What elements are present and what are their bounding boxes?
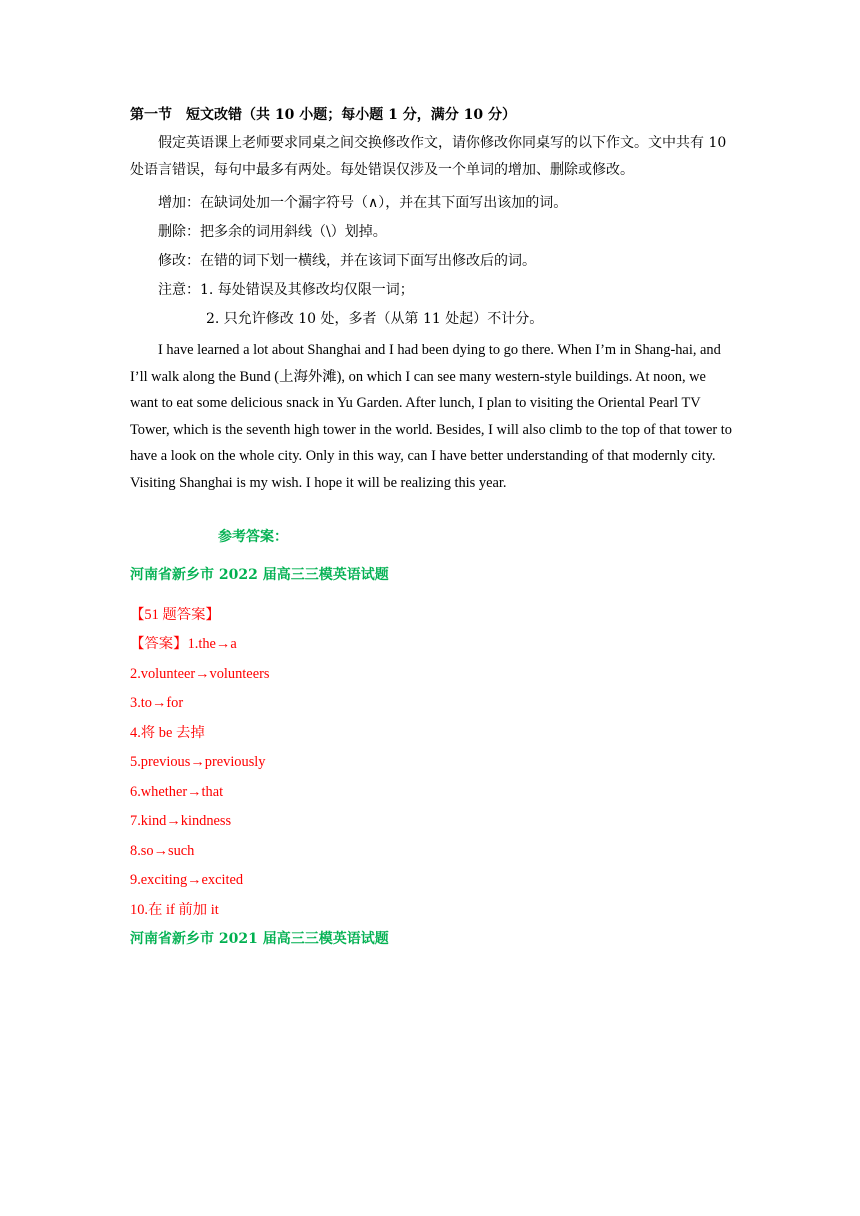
source-2022: 河南省新乡市 2022 届高三三模英语试题 bbox=[130, 567, 389, 583]
answer-label: 参考答案： bbox=[218, 529, 288, 545]
answer-item-7: 7.kind→kindness bbox=[130, 813, 232, 829]
delete-rule: 删除：把多余的词用斜线（\）划掉。 bbox=[158, 224, 387, 240]
essay-text: I have learned a lot about Shanghai and I had been dying to go there. When I’m in Shang-hai, and I’ll walk along the Bund (上海外滩), on which I can see many western-style buildings. At noon, we want to eat some delicious snack in Yu Garden. After lunch, I plan to visiting the Oriental Pearl TV Tower, which is the seventh high tower in the world. Besides, I will also climb to the top of that tower to have a look on the whole city. Only in this way, can I have better understanding of that modernly city. Visiting Shanghai is my wish. I hope it will be realizing this year. bbox=[130, 342, 732, 491]
answer-item-3: 3.to→for bbox=[130, 695, 184, 711]
answer-item-9: 9.exciting→excited bbox=[130, 872, 244, 888]
source-2021: 河南省新乡市 2021 届高三三模英语试题 bbox=[130, 931, 389, 947]
answer-item-2: 2.volunteer→volunteers bbox=[130, 666, 270, 682]
answer-header: 【51 题答案】 bbox=[130, 607, 220, 623]
answer-item-10: 10.在 if 前加 it bbox=[130, 902, 219, 918]
section-heading: 第一节 短文改错（共 10 小题；每小题 1 分，满分 10 分） bbox=[130, 107, 516, 123]
intro-paragraph: 假定英语课上老师要求同桌之间交换修改作文，请你修改你同桌写的以下作文。文中共有 10 处语言错误，每句中最多有两处。每处错误仅涉及一个单词的增加、删除或修改。 bbox=[130, 135, 727, 178]
answer-item-4: 4.将 be 去掉 bbox=[130, 725, 205, 741]
answer-item-5: 5.previous→previously bbox=[130, 754, 266, 770]
modify-rule: 修改：在错的词下划一横线，并在该词下面写出修改后的词。 bbox=[158, 253, 536, 269]
add-rule: 增加：在缺词处加一个漏字符号（∧），并在其下面写出该加的词。 bbox=[158, 195, 568, 211]
answer-item-8: 8.so→such bbox=[130, 843, 195, 859]
note-1: 注意：1. 每处错误及其修改均仅限一词； bbox=[158, 282, 414, 298]
answer-item-1: 【答案】1.the→a bbox=[130, 636, 237, 652]
note-2: 2. 只允许修改 10 处，多者（从第 11 处起）不计分。 bbox=[206, 311, 544, 327]
answer-item-6: 6.whether→that bbox=[130, 784, 224, 800]
